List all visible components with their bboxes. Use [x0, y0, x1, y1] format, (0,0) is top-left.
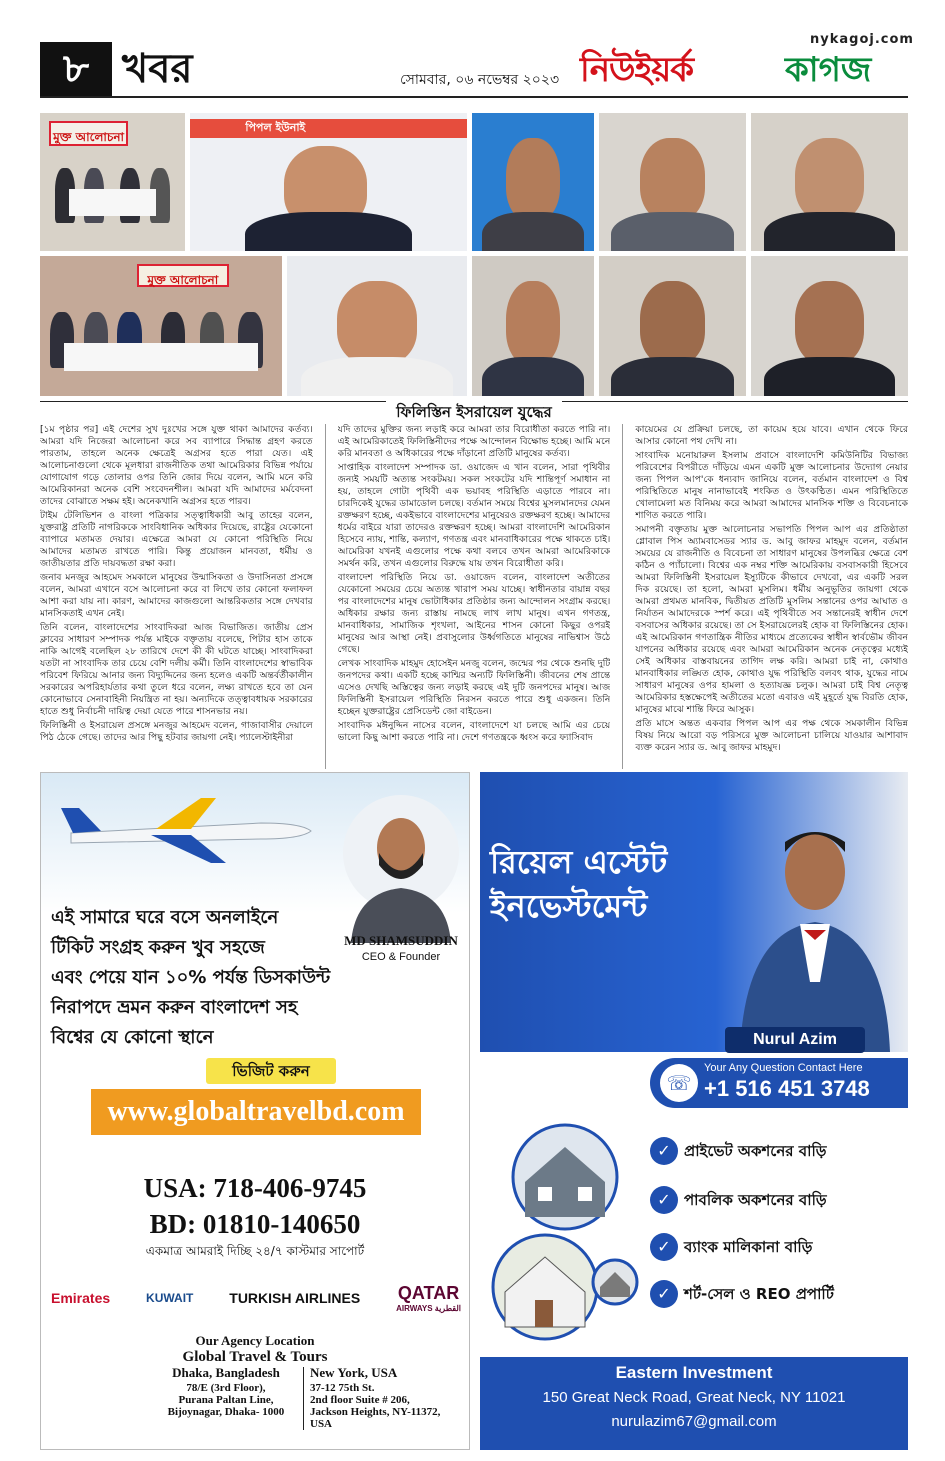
- photo-grid: [40, 113, 908, 396]
- photo-speaker-4: [751, 113, 908, 251]
- company-email[interactable]: nurulazim67@gmail.com: [611, 1413, 777, 1430]
- support-text: একমাত্র আমরাই দিচ্ছি ২৪/৭ কাস্টমার সাপোর্ট: [145, 1244, 365, 1258]
- title-line: রিয়েল এস্টেট: [490, 843, 668, 881]
- ceo-name: MD SHAMSUDDIN: [344, 933, 458, 948]
- paragraph: সাংবাদিক মঈনুদ্দিন নাসের বলেন, বাংলাদেশে যা চলছে আমি এর চেয়ে ভালো কিছু আশা করতে পারি না। দেশে গণতন্ত্রকে ধ্বংস করে ফ্যাসিবাদ: [337, 720, 611, 743]
- article-headline: [40, 401, 908, 423]
- address-line: 37-12 75th St.: [310, 1382, 375, 1394]
- service-item: [650, 1277, 900, 1311]
- service-item: [650, 1183, 900, 1217]
- contact-box[interactable]: [650, 1058, 908, 1108]
- photo-speaker-2: [472, 113, 594, 251]
- article-column-1: [40, 424, 313, 769]
- service-item: [650, 1134, 900, 1168]
- houses-illustration: [490, 1122, 640, 1342]
- kuwait-logo: KUWAIT: [146, 1291, 194, 1305]
- realestate-title: [490, 840, 667, 928]
- dhaka-address: [161, 1367, 291, 1418]
- check-icon: ✓: [650, 1137, 678, 1165]
- photo-banner-text-3: মুক্ত আলোচনা: [147, 273, 219, 288]
- photo-speaker-3: [599, 113, 746, 251]
- masthead-url[interactable]: nykagoj.com: [810, 32, 914, 47]
- page-number: ৮: [40, 42, 112, 96]
- address-line: Bijoynagar, Dhaka- 1000: [167, 1406, 285, 1418]
- check-icon: ✓: [650, 1186, 678, 1214]
- article-column-3: [635, 424, 908, 769]
- article-headline-text: ফিলিস্তিন ইসরায়েল যুদ্ধের: [386, 401, 561, 426]
- agency-location-title: Our Agency Location: [195, 1333, 315, 1348]
- contact-phone[interactable]: +1 516 451 3748: [704, 1076, 870, 1101]
- photo-discussion-2: [40, 256, 282, 396]
- service-item: [650, 1230, 900, 1264]
- article-body: [40, 424, 908, 769]
- airplane-icon: [61, 793, 321, 863]
- service-label: শর্ট-সেল ও REO প্রপার্টি: [684, 1285, 834, 1303]
- travel-advertisement[interactable]: [40, 772, 470, 1450]
- promo-line: এই সামারে ঘরে বসে অনলাইনে: [51, 907, 279, 928]
- address-city: New York, USA: [310, 1365, 398, 1380]
- paragraph: যদি তাদের মুক্তির জন্য লড়াই করে আমরা তার বিরোধীতা করতে পারি না। এই আমেরিকাতেই ফিলিস্তিনীদের পক্ষে আন্দোলন বিক্ষোভ হচ্ছে। আমি মনে করি মানবতা ও অধিকারের পক্ষে দাঁড়ানো প্রতিটি মানুষের কর্তব্য।: [337, 424, 611, 459]
- paragraph: লেখক সাংবাদিক মাহমুদ হোসেইন মনজু বলেন, জন্মের পর থেকে শুনছি দুটি জনপদের কথা। একটি হচ্ছে কাশ্মির অন্যটি ফিলিস্তিনী। জীবনের শেষ প্রান্তে এসেও দেখছি অস্তিত্বের জন্য লড়াই করছে এই দুটি জনপদের মানুষ। আজ ফিলিস্তিনী ইসরায়েল পরিস্থিতি নিরসন করতে পারে শুধু একজন। তিনি হচ্ছেন যুক্তরাষ্ট্রের প্রেসিডেন্ট জো বাইডেন।: [337, 658, 611, 717]
- service-label: প্রাইভেট অকশনের বাড়ি: [684, 1142, 827, 1160]
- ceo-portrait: [341, 793, 461, 943]
- paragraph: কায়েমের যে প্রক্রিয়া চলছে, তা কায়েম হয়ে যাবে। এখান থেকে ফিরে আসার কোনো পথ দেখি না।: [635, 424, 909, 447]
- promo-line: নিরাপদে ভ্রমন করুন বাংলাদেশ সহ: [51, 997, 298, 1018]
- address-line: Purana Paltan Line,: [178, 1394, 274, 1406]
- masthead-logo-part1: নিউইয়র্ক: [580, 50, 694, 90]
- qatar-logo: [396, 1283, 461, 1313]
- page-header: [40, 32, 914, 98]
- photo-discussion-1: [40, 113, 185, 251]
- emirates-logo: Emirates: [51, 1290, 111, 1306]
- phone-usa[interactable]: USA: 718-406-9745: [143, 1173, 367, 1203]
- airline-logos: [51, 1273, 461, 1323]
- photo-speaker-5: [287, 256, 467, 396]
- paragraph: [১ম পৃষ্ঠার পর] এই দেশের সুখ দুঃখের সঙ্গে যুক্ত থাকা আমাদের কর্তব্য। আমরা যদি নিজেরা আলোচনা করে সব ব্যাপারে সিদ্ধান্ত গ্রহণ করতে পারতাম, তাহলে অনেক ক্ষেত্রেই অগ্রসর হতে পারা যেত। এই আলোচনাগুলো থেকে মূলধারা রাজনীতিক তথা আমেরিকার বিভিন্ন পর্যায়ে যোগাযোগ গড়ে তোলার ওপর তিনি জোর দিয়ে বলেন, আমি মনে করি আমেরিকানরা অনেক বেশি সংবেদনশীল। আমরা যদি আমাদের মর্মবেদনা তাদের বোঝাতে সক্ষম হই। অনেকখানি অগ্রসর হতে পারব।: [40, 424, 313, 507]
- column-divider: [622, 424, 623, 769]
- address-line: Jackson Heights, NY-11372, USA: [310, 1406, 441, 1430]
- paragraph: সাপ্তাহিক বাংলাদেশ সম্পাদক ডা. ওয়াজেদ এ খান বলেন, সারা পৃথিবীর জন্যই সময়টি অত্যন্ত সংকটময়। সকল সংকটের যদি শান্তিপূর্ণ সমাধান না হয়, তাহলে গোটা পৃথিবী এক ভয়াবহ পরিস্থিতি এড়াতে পারবে না। চারদিকেই যুদ্ধের ডামাডোল চলছে। বর্তমান সময়ে বিশ্বের মুসলমানদের যেমন রক্তক্ষরণ হচ্ছে, একইভাবে বাংলাদেশের মানুষেরও রক্তক্ষরণ হচ্ছে। আমাদের ধর্মের বাইরে যারা তাদেরও রক্তক্ষরণ হচ্ছে। আমরা বাংলাদেশি আমেরিকান হিসেবে ন্যায়, শান্তি, কল্যাণ, গণতন্ত্র এবং মানবাধিকারের পক্ষে থাকতে চাই। আমেরিকা যখনই এগুলোর পক্ষে কথা বলবে তখন আমরা আমেরিকাকে সমর্থন করি, তখন এগুলোর বিরুদ্ধে যায় তখন বিরোধীতা করি।: [337, 462, 611, 569]
- ceo-title: CEO & Founder: [361, 951, 441, 963]
- contact-question: Your Any Question Contact Here: [704, 1062, 863, 1074]
- photo-speaker-7: [599, 256, 746, 396]
- visit-button[interactable]: ভিজিট করুন: [206, 1058, 336, 1084]
- masthead-logo-part2: কাগজ: [785, 50, 872, 90]
- photo-speaker-1: [190, 113, 467, 251]
- agency-name: Global Travel & Tours: [182, 1349, 328, 1365]
- paragraph: বাংলাদেশ পরিস্থিতি নিয়ে ডা. ওয়াজেদ বলেন, বাংলাদেশ অতীতের যেকোনো সময়ের চেয়ে অত্যন্ত খারাপ সময় যাচ্ছে। স্বাধীনতার বায়ান্ন বছর পর বাংলাদেশের মানুষ ভোটাধিকার প্রতিষ্ঠার জন্য আন্দোলন সংগ্রাম করছে। অধিকার রক্ষার জন্য রাস্তায় নামছে লাখ লাখ মানুষ। এখন গণতন্ত্র, মানবাধিকার, সামাজিক শৃংখলা, আইনের শাসন কোনো কিছুর ওপরই মানুষের আর আস্থা নেই। প্রবাসুলোর উর্ধ্বগতিতে মানুষের নাভিশ্বাস উঠে গেছে।: [337, 572, 611, 655]
- photo-speaker-6: [472, 256, 594, 396]
- agent-portrait: [720, 812, 890, 1052]
- paragraph: জনাব মনজুর আহমেদ সমকালে মানুষের উন্মাসিকতা ও উদাসিনতা প্রসঙ্গে বলেন, আমরা এখানে বসে আলোচনা করে বা লিখে তার কোনো ফলাফল আশা করা যায় না। কারণ, আমাদের কাজগুলো আন্তরিকতার সঙ্গে দেখবার মানসিকতাই এখন নেই।: [40, 572, 313, 619]
- paragraph: ফিলিস্তিনী ও ইসরায়েল প্রসঙ্গে মনজুর আহমেদ বলেন, গাজাবাসীর দেয়ালে পিঠ ঠেকে গেছে। তাদের আর পিছু হটবার জায়গা নেই। প্যালেস্টাইনীরা: [40, 720, 313, 743]
- company-address: 150 Great Neck Road, Great Neck, NY 11021: [542, 1389, 846, 1406]
- paragraph: সাংবাদিক মনোয়ারুল ইসলাম প্রবাসে বাংলাদেশি কমিউনিটির বিভাজ্য পরিবেশের বিপরীতে দাঁড়িয়ে এমন একটি মুক্ত আলোচনার উদ্যোগ নেয়ার জন্য পিপল আপ'কে ধন্যবাদ জানিয়ে বলেন, বর্তমান বাংলাদেশ ও বিশ্ব পরিস্থিতিতে মানুষ নানাভাবেই শংকিত ও উৎকণ্ঠিত। এমন পরিস্থিতিতে খোলামেলা মত বিনিময় করে আমরা আমাদের মানসিক শক্তি ও বিবেচনাকে শাণিত করতে পারি।: [635, 450, 909, 521]
- photo-speaker-8: [751, 256, 908, 396]
- promo-line: এবং পেয়ে যান ১০% পর্যন্ত ডিসকাউন্ট: [51, 967, 331, 988]
- realestate-footer: [480, 1357, 908, 1450]
- promo-line: টিকিট সংগ্রহ করুন খুব সহজে: [51, 937, 265, 958]
- service-label: পাবলিক অকশনের বাড়ি: [684, 1191, 827, 1209]
- phone-bd[interactable]: BD: 01810-140650: [149, 1209, 361, 1239]
- photo-banner-text-2: পিপল ইউনাই: [245, 120, 306, 134]
- company-name: Eastern Investment: [615, 1363, 773, 1382]
- newyork-address: [303, 1367, 453, 1430]
- travel-promo-text: [51, 903, 341, 1053]
- paragraph: টাইম টেলিভিশন ও বাংলা পত্রিকার সত্ত্বাধিকারী আবু তাহের বলেন, যুক্তরাষ্ট্র প্রতিটি নাগরিককে সাংবিধানিক অধিকার দিয়েছে, রাষ্ট্রের যেকোনো ব্যাপারে মতামত দেয়ার। এক্ষেত্রে আমরা যে কোনো পরিস্থিতি নিয়ে আমাদের মতামত রাখতে পারি। কিন্তু প্রয়োজন মানবতা, ধর্মীয় ও জাতীয়তার প্রতি দায়বদ্ধতা রক্ষা করা।: [40, 510, 313, 569]
- phone-icon: ☏: [660, 1064, 698, 1102]
- address-line: 2nd floor Suite # 206,: [310, 1394, 410, 1406]
- section-title: খবর: [122, 46, 193, 92]
- qatar-logo-text: QATAR: [397, 1283, 460, 1303]
- check-icon: ✓: [650, 1280, 678, 1308]
- turkish-airlines-logo: TURKISH AIRLINES: [229, 1290, 361, 1306]
- article-column-2: [338, 424, 611, 769]
- paragraph: তিনি বলেন, বাংলাদেশের সাংবাদিকরা আজ বিভাজিত। জাতীয় প্রেস ক্লাবের সাধারণ সম্পাদক পর্যন্ত মাইকে বক্তৃতায় বলেছে, পিটার হাস তাকে নাকি আগেই বলেছিল ২৮ তারিখে দেশে কী কী ঘটতে যাচ্ছে। সাংবাদিকরা যতটা না সাংবাদিক তার চেয়ে বেশি দলীয় কর্মী। তিনি বাংলাদেশের স্বাভাবিক পরিবেশ ফিরিয়ে আনার জন্য বিদ্যুদ্দিনের জন্য হলেও একটি অন্তর্বর্তীকালীন সরকারের অপরিহার্যতার কথা তুলে ধরে বলেন, লক্ষ্য রাখতে হবে তা যেন কোনোভাবে সেনাবাহিনী নিয়ন্ত্রিত না হয়। অন্যদিকে তত্ত্বাবধায়ক সরকারের হাতে শুধু নির্বাচনী দায়িত্ব দেয়া যেতে পারে শাসনভার নয়।: [40, 622, 313, 717]
- title-line: ইনভেস্টমেন্ট: [490, 887, 648, 925]
- agent-name: Nurul Azim: [725, 1027, 865, 1053]
- column-divider: [325, 424, 326, 769]
- check-icon: ✓: [650, 1233, 678, 1261]
- realestate-advertisement[interactable]: [480, 772, 908, 1450]
- promo-line: বিশ্বের যে কোনো স্থানে: [51, 1027, 214, 1048]
- address-line: 78/E (3rd Floor),: [186, 1382, 266, 1394]
- service-label: ব্যাংক মালিকানা বাড়ি: [684, 1238, 813, 1256]
- qatar-logo-sub: AIRWAYS القطرية: [396, 1304, 461, 1313]
- publication-date: সোমবার, ০৬ নভেম্বর ২০২৩: [400, 72, 560, 88]
- photo-banner-text: মুক্ত আলোচনা: [53, 130, 124, 145]
- paragraph: সমাপনী বক্তৃতায় মুক্ত আলোচনার সভাপতি পিপল আপ এর প্রতিষ্ঠাতা গ্লোবাল পিস অ্যামবাসেডর স্যার ড. আবু জাফর মাহমুদ বলেন, বর্তমান সময়ের যে রাজনীতি ও বিবেচনা তা সাধারণ মানুষের উপলব্ধির ক্ষেত্রে বেশ কঠিন ও প্যাঁচালো। বিশ্বের এক নম্বর শক্তি আমেরিকায় বসবাসকারী হিসেবে আমরা ফিলিস্তিনী ইসরায়েল ইস্যুটিকে কীভাবে দেখবো, এর একটি সরল দিক রয়েছে। তা হলো, আমরা মুসলিম। ধর্মীয় অনুভূতির জায়গা থেকে আমরা প্রথমত মানবিক, দ্বিতীয়ত প্রতিটি মুসলিম সন্তানের ওপর আঘাত ও নির্যাতন আমাদেরকে স্পর্শ করে। এই পৃথিবীতে সব সন্তানেরই স্বাধীন দেশে বসবাসের অধিকার রয়েছে। তা সে ইসরায়েলেরই হোক বা ফিলিস্তিনের হোক। এই আমেরিকান গণতান্ত্রিক নীতির মাধ্যমে প্রত্যেকের স্বাধীন স্বার্বভৌম জীবন যাপনের অধিকার রয়েছে এবং আমরা আমেরিকান অনেক নেতৃত্বের মধ্যেই সেই অধিকার বাস্তবায়নের তাগিদ লক্ষ করি। আমরা চাই না, কোথাও মানবাধিকার লঙ্ঘিত হোক, কোথাও যুদ্ধ পরিস্থিতি বলবৎ থাক, যুদ্ধের নামে সাধারণ মানুষের ওপর হামলা ও হত্যাযজ্ঞ চলুক। আমরা চাই বিশ্ব নেতৃত্ব আমেরিকার হস্তক্ষেপেই অতীতের মতো এবারও এই মুহূর্তে যুদ্ধ বিরতি হোক, মানুষের মাঝে শান্তি ফিরে আসুক।: [635, 524, 909, 715]
- address-city: Dhaka, Bangladesh: [172, 1365, 280, 1380]
- paragraph: প্রতি মাসে অন্তত একবার পিপল আপ এর পক্ষ থেকে সমকালীন বিভিন্ন বিষয় নিয়ে আরো বড় পরিসরে মুক্ত আলোচনা চালিয়ে যাওয়ার আশাবাদ ব্যক্ত করেন স্যার ড. আবু জাফর মাহমুদ।: [635, 718, 909, 753]
- website-link[interactable]: www.globaltravelbd.com: [91, 1089, 421, 1135]
